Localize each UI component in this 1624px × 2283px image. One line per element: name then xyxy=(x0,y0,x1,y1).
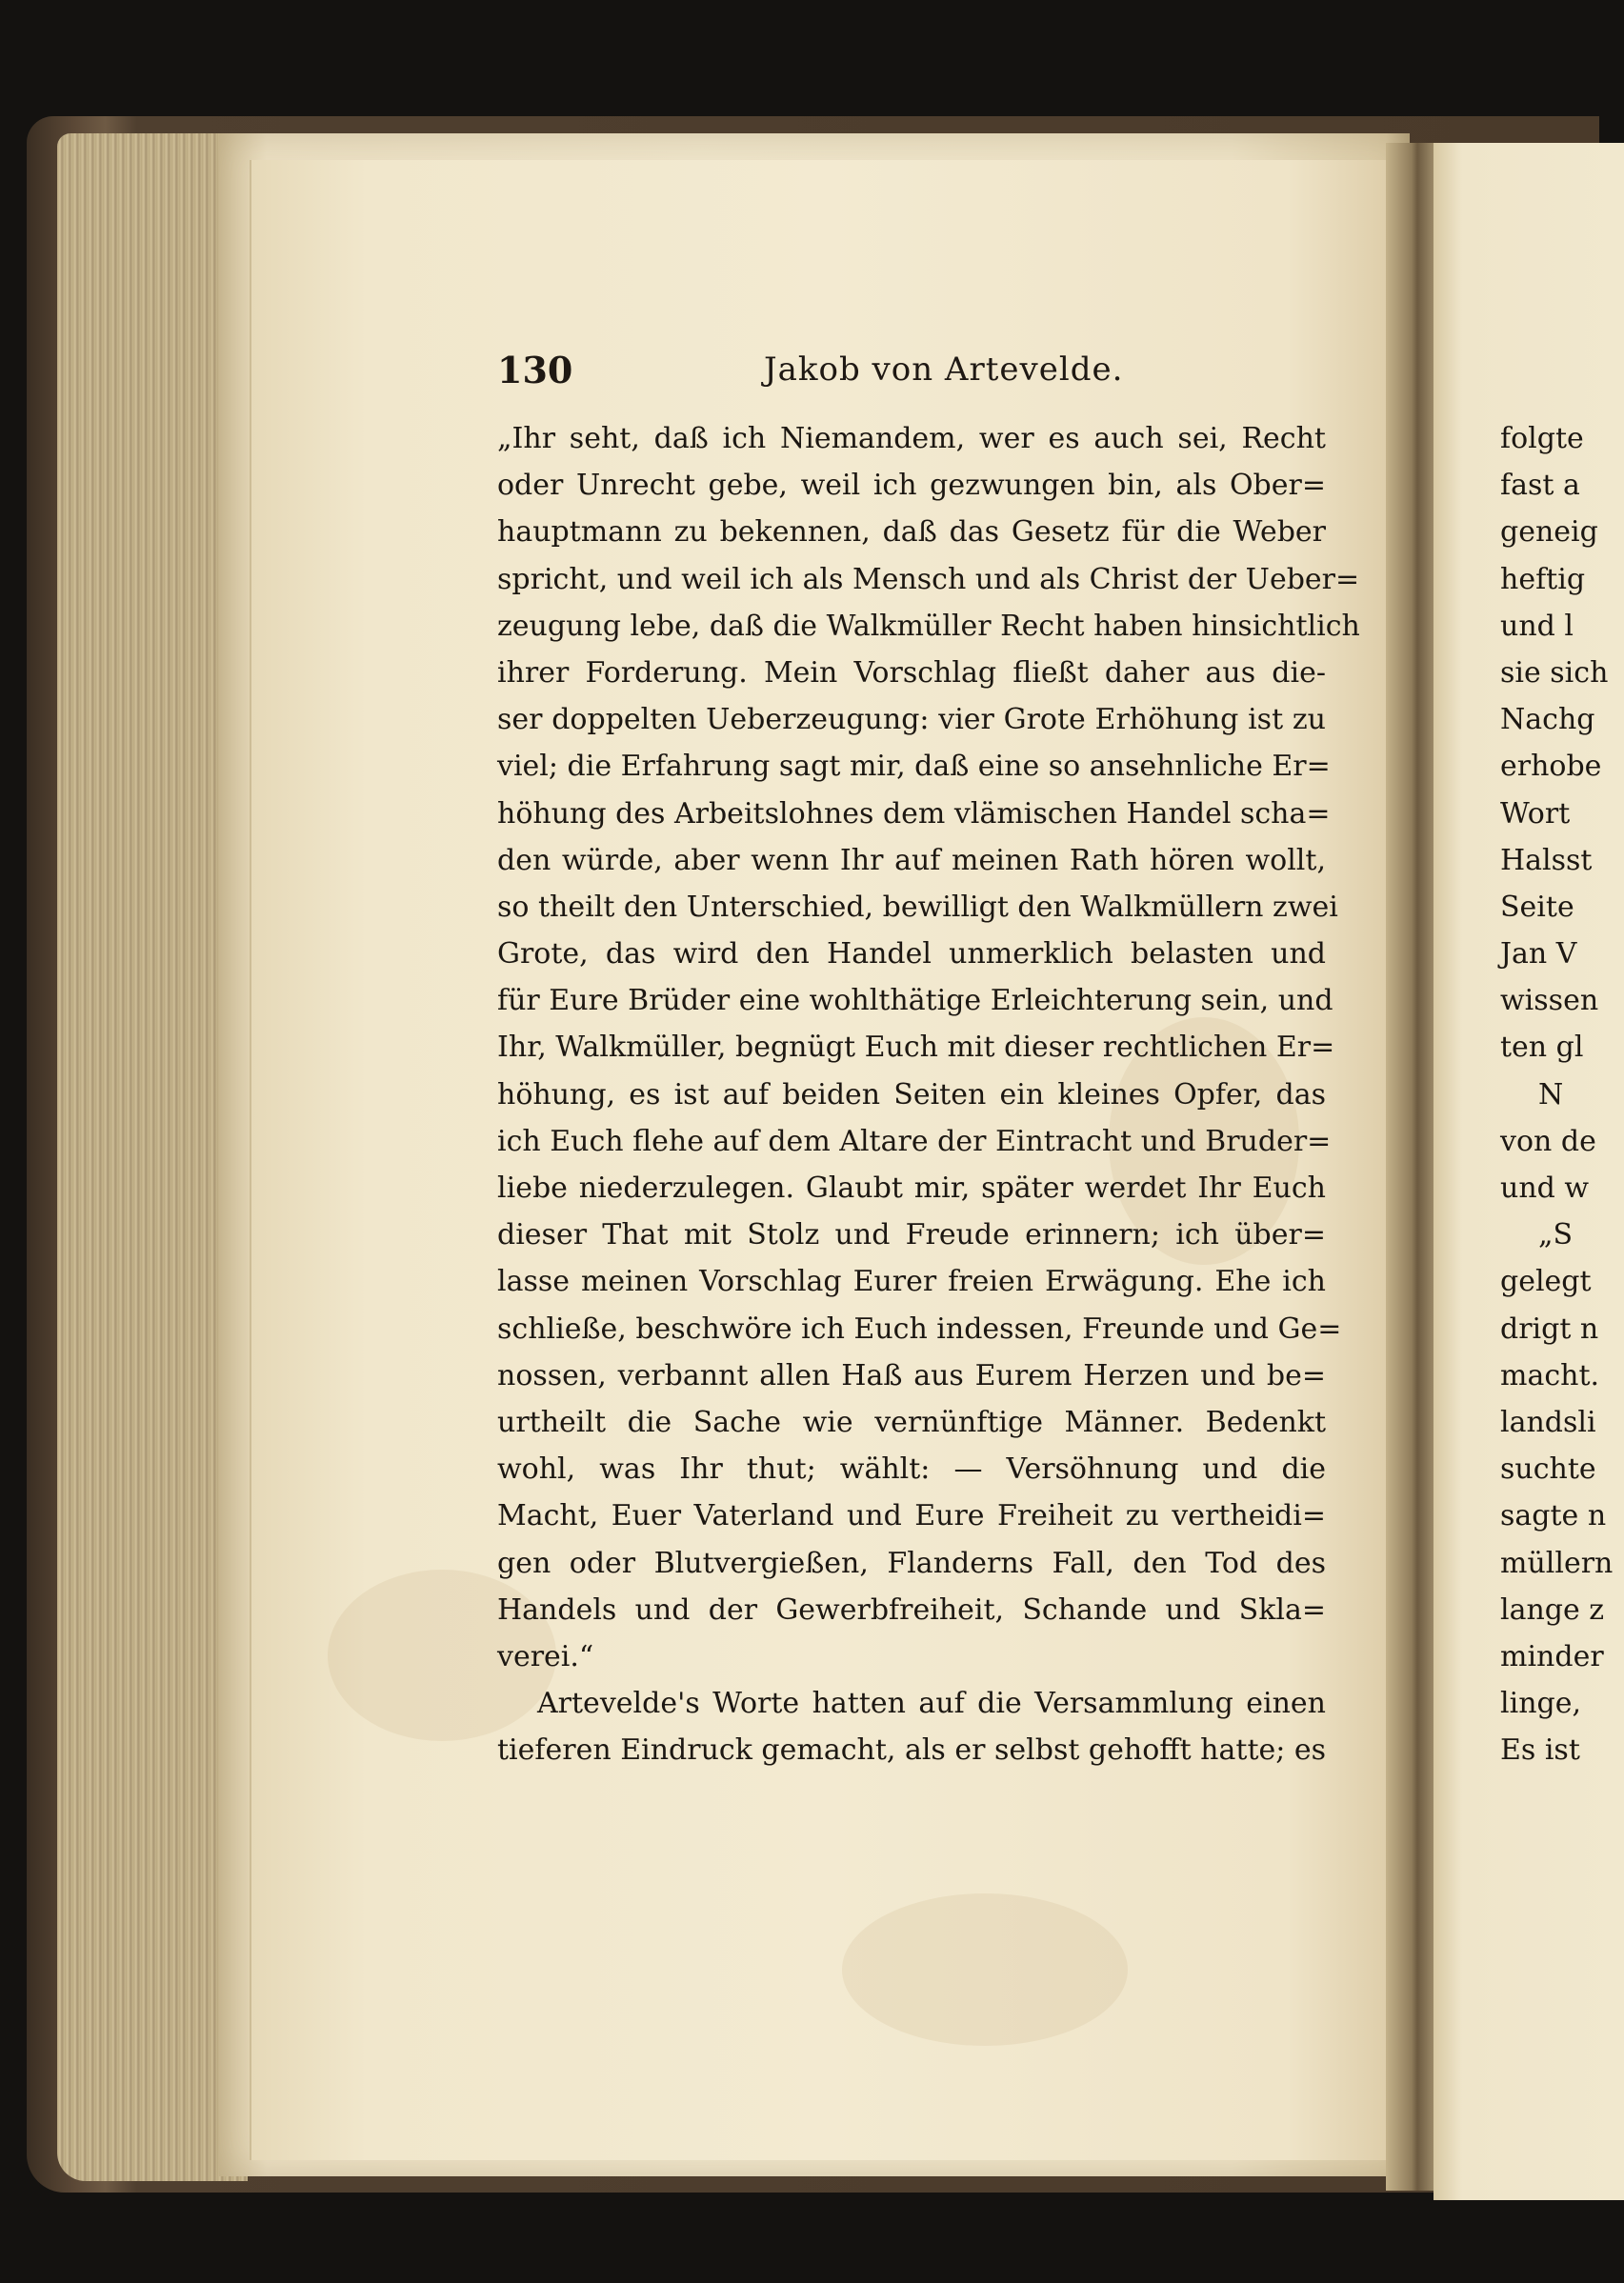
text-line: Halsst xyxy=(1500,843,1593,877)
text-line: ich Euch flehe auf dem Altare der Eintracht und Bruder= xyxy=(497,1124,1332,1158)
text-line: Wort xyxy=(1500,796,1571,831)
text-line: schließe, beschwöre ich Euch indessen, Freunde und Ge= xyxy=(497,1312,1342,1346)
text-line: „S xyxy=(1538,1218,1574,1252)
text-line: nossen, verbannt allen Haß aus Eurem Herzen und be= xyxy=(497,1358,1326,1392)
text-line: drigt n xyxy=(1500,1312,1599,1346)
text-line: verei.“ xyxy=(497,1639,594,1673)
text-line: hauptmann zu bekennen, daß das Gesetz für die Weber xyxy=(497,515,1326,550)
text-line: ten gl xyxy=(1500,1031,1584,1065)
text-line: lasse meinen Vorschlag Eurer freien Erwägung. Ehe ich xyxy=(497,1265,1326,1299)
text-line: müllern xyxy=(1500,1546,1614,1580)
text-line: für Eure Brüder eine wohlthätige Erleichterung sein, und xyxy=(497,984,1333,1018)
text-line: minder xyxy=(1500,1639,1604,1673)
text-line: den würde, aber wenn Ihr auf meinen Rath hören wollt, xyxy=(497,843,1326,877)
text-line: Ihr, Walkmüller, begnügt Euch mit dieser rechtlichen Er= xyxy=(497,1031,1335,1065)
text-line: liebe niederzulegen. Glaubt mir, später werdet Ihr Euch xyxy=(497,1172,1326,1205)
text-line: spricht, und weil ich als Mensch und als Christ der Ueber= xyxy=(497,562,1360,596)
text-line: fast a xyxy=(1500,469,1580,503)
text-line: Es ist xyxy=(1500,1733,1580,1768)
text-line: Artevelde's Worte hatten auf die Versammlung einen xyxy=(537,1687,1326,1721)
text-line: so theilt den Unterschied, bewilligt den Walkmüllern zwei xyxy=(497,890,1338,924)
page-header xyxy=(497,349,1326,396)
text-line: wohl, was Ihr thut; wählt: — Versöhnung und die xyxy=(497,1452,1326,1487)
right-page-text xyxy=(1500,415,1614,1773)
text-line: lange z xyxy=(1500,1592,1605,1627)
text-line: ihrer Forderung. Mein Vorschlag fließt daher aus die- xyxy=(497,655,1326,690)
text-line: gelegt xyxy=(1500,1265,1592,1299)
text-line: sagte n xyxy=(1500,1499,1607,1533)
text-line: und l xyxy=(1500,609,1574,643)
text-line: „Ihr seht, daß ich Niemandem, wer es auch sei, Recht xyxy=(497,422,1326,455)
text-line: urtheilt die Sache wie vernünftige Männer. Bedenkt xyxy=(497,1405,1326,1439)
text-line: Grote, das wird den Handel unmerklich belasten und xyxy=(497,937,1326,971)
text-line: suchte xyxy=(1500,1452,1596,1487)
text-line: höhung des Arbeitslohnes dem vlämischen Handel scha= xyxy=(497,796,1331,831)
text-line: dieser That mit Stolz und Freude erinnern; ich über= xyxy=(497,1218,1326,1252)
text-line: ser doppelten Ueberzeugung: vier Grote Erhöhung ist zu xyxy=(497,703,1326,737)
text-line: sie sich xyxy=(1500,655,1609,690)
text-line: höhung, es ist auf beiden Seiten ein kleines Opfer, das xyxy=(497,1077,1326,1111)
paper-stain xyxy=(842,1893,1128,2046)
text-line: N xyxy=(1538,1077,1564,1111)
text-line: geneig xyxy=(1500,515,1598,550)
text-line: gen oder Blutvergießen, Flanderns Fall, den Tod des xyxy=(497,1546,1326,1580)
page-number: 130 xyxy=(497,349,573,391)
text-line: zeugung lebe, daß die Walkmüller Recht haben hinsichtlich xyxy=(497,609,1360,643)
text-line: viel; die Erfahrung sagt mir, daß eine so ansehnliche Er= xyxy=(497,750,1331,784)
text-line: macht. xyxy=(1500,1358,1600,1392)
text-line: Nachg xyxy=(1500,703,1595,737)
text-line: heftig xyxy=(1500,562,1586,596)
text-line: oder Unrecht gebe, weil ich gezwungen bin, als Ober= xyxy=(497,469,1326,503)
running-head: Jakob von Artevelde. xyxy=(764,350,1124,389)
text-line: erhobe xyxy=(1500,750,1602,784)
text-line: Macht, Euer Vaterland und Eure Freiheit zu vertheidi= xyxy=(497,1499,1326,1533)
text-line: Handels und der Gewerbfreiheit, Schande und Skla= xyxy=(497,1592,1326,1627)
text-line: Seite xyxy=(1500,890,1574,924)
text-line: von de xyxy=(1500,1124,1596,1158)
text-line: linge, xyxy=(1500,1687,1582,1721)
text-line: folgte xyxy=(1500,422,1584,455)
text-line: tieferen Eindruck gemacht, als er selbst gehofft hatte; es xyxy=(497,1733,1327,1768)
text-line: wissen xyxy=(1500,984,1599,1018)
text-line: und w xyxy=(1500,1172,1590,1205)
text-line: Jan V xyxy=(1500,937,1577,971)
text-line: landsli xyxy=(1500,1405,1596,1439)
left-page-text xyxy=(497,415,1360,1773)
